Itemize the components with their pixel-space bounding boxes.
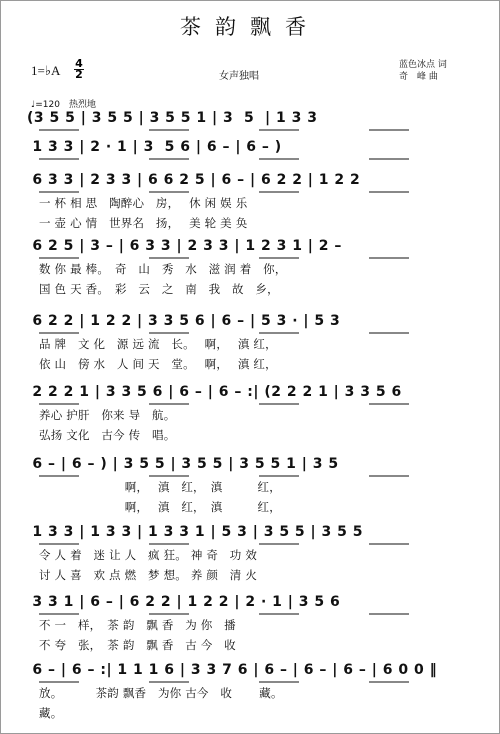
beam-lines bbox=[27, 138, 475, 164]
song-title: 茶韵飘香 bbox=[180, 15, 320, 39]
lyric-line: 讨 人 喜 欢 点 燃 梦 想。 养 颜 清 火 bbox=[39, 568, 258, 582]
beam-lines bbox=[27, 661, 475, 687]
lyric-line: 藏。 bbox=[39, 706, 63, 720]
lyric-line: 令 人 着 迷 让 人 疯 狂。 神 奇 功 效 bbox=[39, 548, 258, 562]
notation-row bbox=[27, 455, 475, 477]
beam-lines bbox=[27, 237, 475, 263]
tempo-marking: ♩=120 热烈地 bbox=[31, 100, 96, 110]
beam-lines bbox=[27, 383, 475, 409]
notation-row bbox=[27, 171, 475, 193]
beam-lines bbox=[27, 455, 475, 481]
credits bbox=[399, 59, 447, 83]
lyric-line: 啊， 滇 红， 滇 红， bbox=[39, 480, 281, 494]
lyric-line: 一 杯 相 思 陶醉心 房， 休 闲 娱 乐 bbox=[39, 196, 248, 210]
time-signature-top: 4 bbox=[75, 57, 83, 70]
beam-lines bbox=[27, 171, 475, 197]
notation-text: 6 2 5 | 3 – | 6 3 3 | 2 3 3 | 1 2 3 1 | 2 – bbox=[27, 238, 342, 254]
notation-text: 3 3 1 | 6 – | 6 2 2 | 1 2 2 | 2 · 1 | 3 5 6 bbox=[27, 594, 341, 610]
lyric-line: 一 壶 心 情 世界名 扬， 美 轮 美 奂 bbox=[39, 216, 248, 230]
notation-row bbox=[27, 661, 475, 683]
performance-type: 女声独唱 bbox=[219, 71, 259, 82]
lyric-line: 品 牌 文 化 源 远 流 长。 啊， 滇 红， bbox=[39, 337, 277, 351]
notation-text: 6 3 3 | 2 3 3 | 6 6 2 5 | 6 – | 6 2 2 | 1 2 2 bbox=[27, 172, 361, 188]
notation-row bbox=[27, 593, 475, 615]
lyric-line: 不 夸 张， 茶 韵 飘 香 古 今 收 bbox=[39, 638, 236, 652]
notation-text: 6 – | 6 – :| 1 1 1 6 | 3 3 7 6 | 6 – | 6 – | 6 – | 6 0 0 ‖ bbox=[27, 662, 438, 678]
lyric-line: 不 一 样， 茶 韵 飘 香 为 你 播 bbox=[39, 618, 236, 632]
lyric-line: 依 山 傍 水 人 间 天 堂。 啊， 滇 红， bbox=[39, 357, 277, 371]
notation-row bbox=[27, 138, 475, 160]
time-signature bbox=[73, 59, 85, 80]
notation-text: 6 2 2 | 1 2 2 | 3 3 5 6 | 6 – | 5 3 · | 5 3 bbox=[27, 313, 341, 329]
notation-row bbox=[27, 523, 475, 545]
notation-row bbox=[27, 383, 475, 405]
notation-row bbox=[27, 237, 475, 259]
notation-text: 1 3 3 | 2 · 1 | 3 5 6 | 6 – | 6 – ) bbox=[27, 139, 282, 155]
lyric-line: 啊， 滇 红， 滇 红， bbox=[39, 500, 281, 514]
composer: 奇 峰 曲 bbox=[399, 72, 438, 82]
lyric-line: 弘扬 文化 古今 传 唱。 bbox=[39, 428, 176, 442]
lyric-line: 养心 护肝 你来 导 航。 bbox=[39, 408, 176, 422]
beam-lines bbox=[27, 109, 475, 135]
key-signature: 1=♭A bbox=[31, 63, 61, 78]
notation-text: 2 2 2 1 | 3 3 5 6 | 6 – | 6 – :| (2 2 2 1 | 3 3 5 6 bbox=[27, 384, 402, 400]
beam-lines bbox=[27, 523, 475, 549]
beam-lines bbox=[27, 312, 475, 338]
lyric-line: 放。 茶韵 飘香 为你 古今 收 藏。 bbox=[39, 686, 283, 700]
notation-row bbox=[27, 312, 475, 334]
notation-text: 6 – | 6 – ) | 3 5 5 | 3 5 5 | 3 5 5 1 | 3 5 bbox=[27, 456, 339, 472]
notation-row bbox=[27, 109, 475, 131]
beam-lines bbox=[27, 593, 475, 619]
lyric-line: 国 色 天 香。 彩 云 之 南 我 故 乡， bbox=[39, 282, 279, 296]
lyricist: 蓝色冰点 词 bbox=[399, 60, 447, 70]
notation-text: (3 5 5 | 3 5 5 | 3 5 5 1 | 3 5 | 1 3 3 bbox=[27, 110, 318, 126]
notation-text: 1 3 3 | 1 3 3 | 1 3 3 1 | 5 3 | 3 5 5 | 3 5 5 bbox=[27, 524, 364, 540]
lyric-line: 数 你 最 棒。 奇 山 秀 水 滋 润 着 你， bbox=[39, 262, 287, 276]
time-signature-bottom: 2 bbox=[75, 68, 83, 81]
